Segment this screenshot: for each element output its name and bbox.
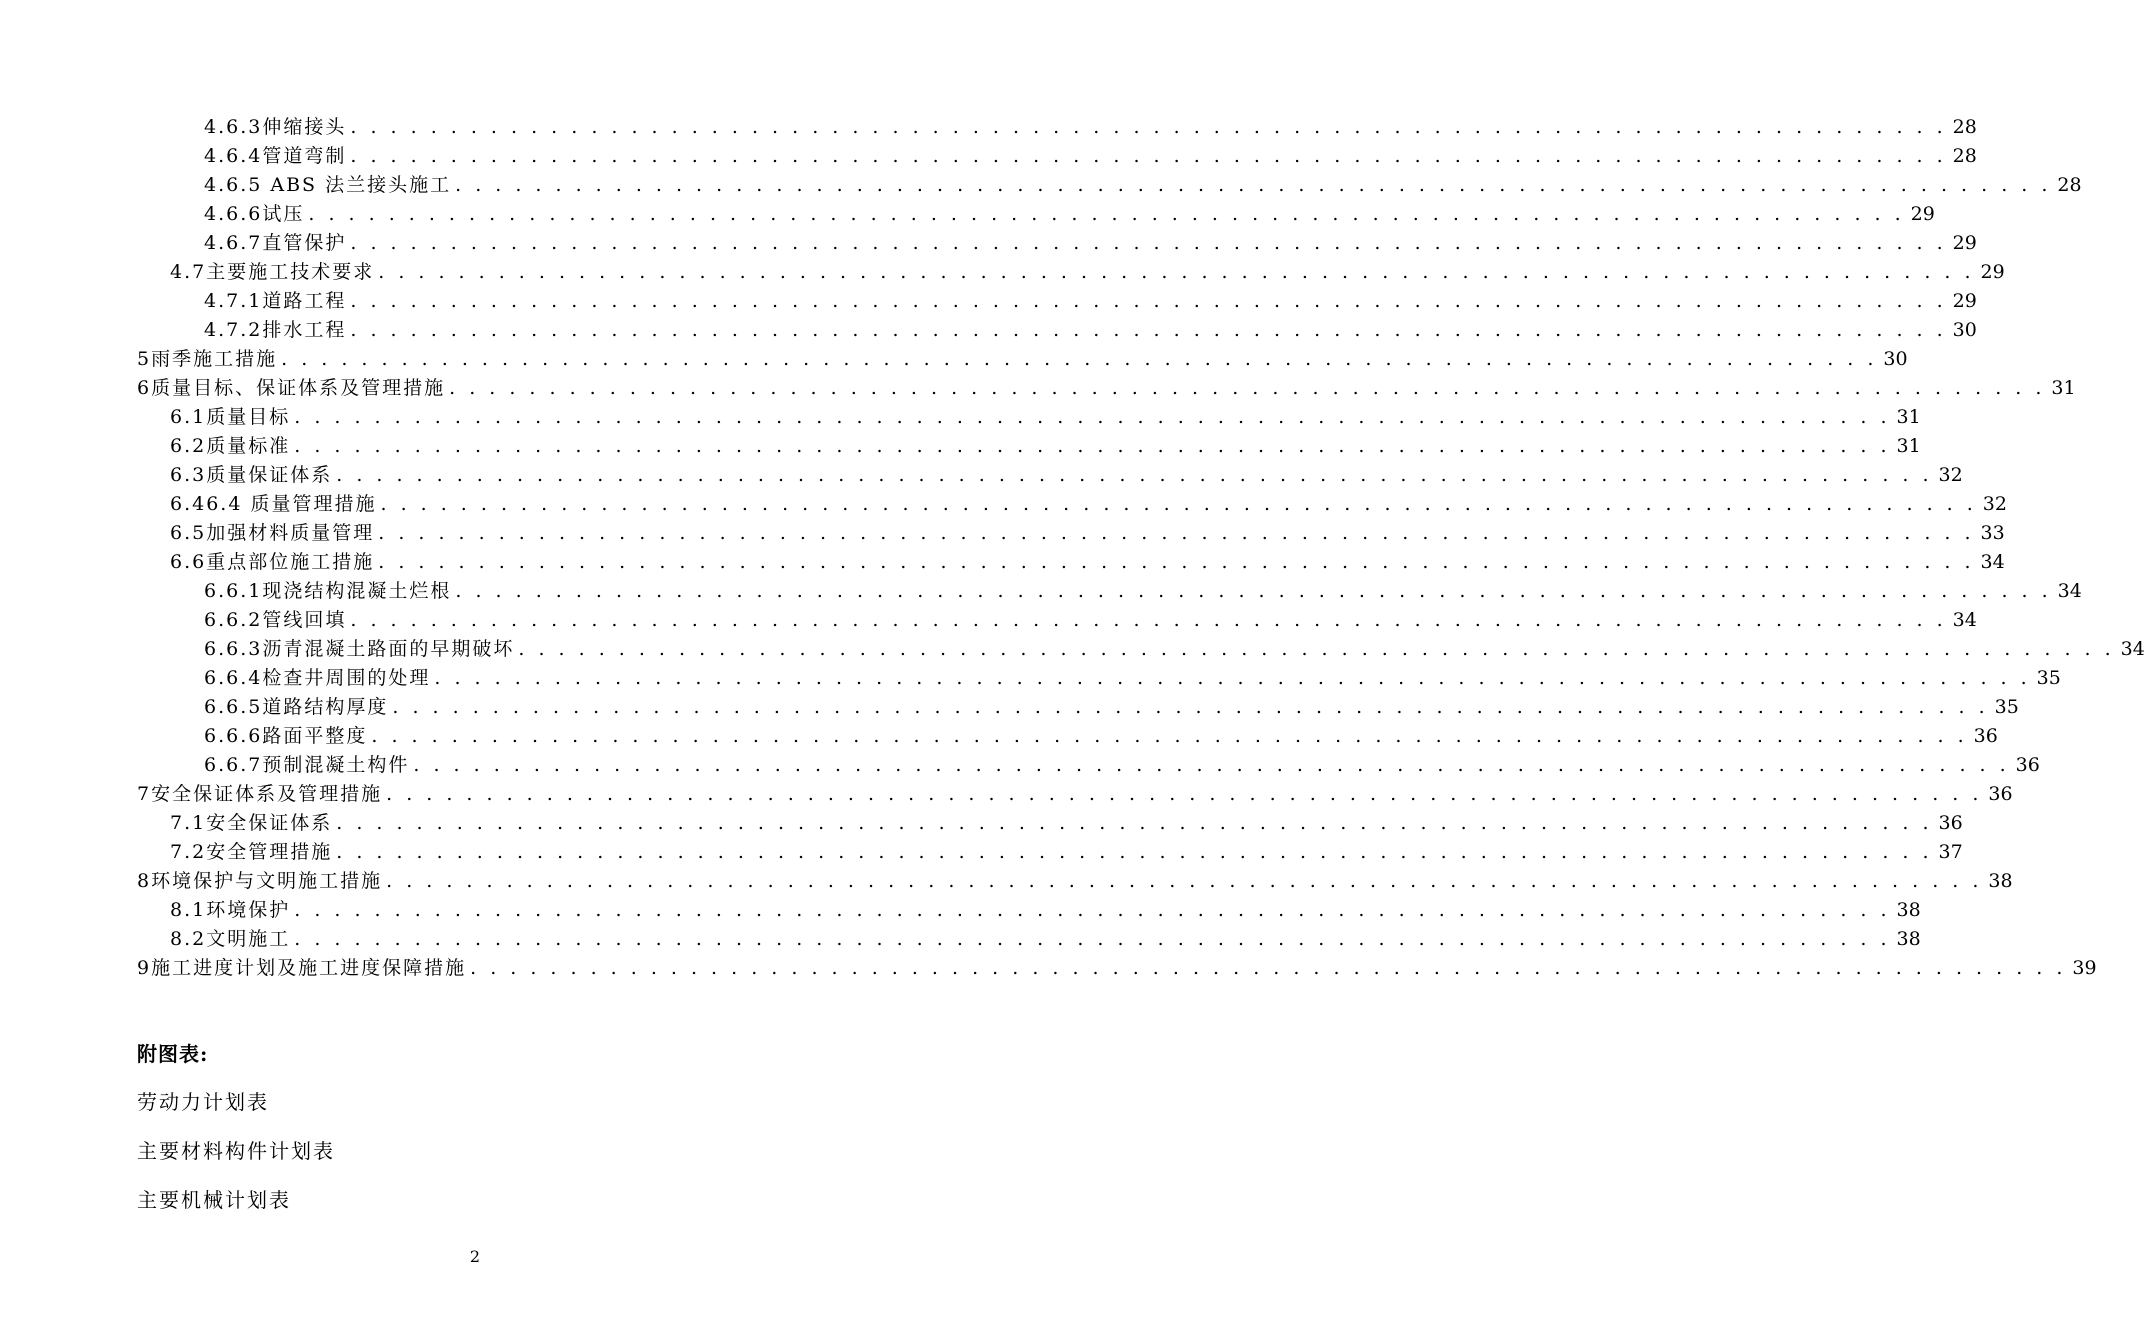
toc-leader-dots: . . . . . . . . . . . . . . . . . . . . . . . . . . . . . . . . . . . . . . . . . . . . . . . . . . . . . . . . . . . . . . . . . . . . . . . . . . . . . . . .: [294, 435, 1891, 457]
toc-entry[interactable]: [0, 896, 1921, 925]
toc-entry-title: 质量保证体系: [206, 464, 333, 486]
toc-entry-number: 4.7.2: [204, 319, 263, 341]
appendix-item-materials-plan: 主要材料构件计划表: [137, 1139, 335, 1163]
toc-entry[interactable]: [0, 606, 1977, 635]
toc-entry-page: 28: [1952, 116, 1977, 138]
toc-entry-title: 质量标准: [206, 435, 291, 457]
toc-entry-title: 沥青混凝土路面的早期破坏: [262, 638, 515, 660]
toc-leader-dots: . . . . . . . . . . . . . . . . . . . . . . . . . . . . . . . . . . . . . . . . . . . . . . . . . . . . . . . . . . . . . . . . . . . . . . . . . . . . . . . .: [386, 783, 1983, 805]
toc-leader-dots: . . . . . . . . . . . . . . . . . . . . . . . . . . . . . . . . . . . . . . . . . . . . . . . . . . . . . . . . . . . . . . . . . . . . . . . . . . . . . . . .: [294, 406, 1891, 428]
toc-leader-dots: . . . . . . . . . . . . . . . . . . . . . . . . . . . . . . . . . . . . . . . . . . . . . . . . . . . . . . . . . . . . . . . . . . . . . . . . . . . . . . . .: [434, 667, 2031, 689]
toc-leader-dots: . . . . . . . . . . . . . . . . . . . . . . . . . . . . . . . . . . . . . . . . . . . . . . . . . . . . . . . . . . . . . . . . . . . . . . . . . . . . . . . .: [518, 638, 2115, 660]
toc-entry-number: 6.6.6: [204, 725, 263, 747]
toc-entry[interactable]: [0, 316, 1977, 345]
toc-entry-number: 4.6.6: [204, 203, 263, 225]
toc-leader-dots: . . . . . . . . . . . . . . . . . . . . . . . . . . . . . . . . . . . . . . . . . . . . . . . . . . . . . . . . . . . . . . . . . . . . . . . . . . . . . . . .: [281, 348, 1878, 370]
toc-entry-page: 36: [1938, 812, 1963, 834]
toc-entry-number: 8.2: [170, 928, 207, 950]
toc-entry-title: 雨季施工措施: [151, 348, 278, 370]
toc-leader-dots: . . . . . . . . . . . . . . . . . . . . . . . . . . . . . . . . . . . . . . . . . . . . . . . . . . . . . . . . . . . . . . . . . . . . . . . . . . . . . . . .: [350, 319, 1947, 341]
toc-entry-number: 9: [137, 957, 152, 979]
toc-entry-page: 37: [1938, 841, 1963, 863]
toc-entry-number: 6.4: [170, 493, 207, 515]
toc-entry[interactable]: [0, 925, 1921, 954]
toc-entry-title: 检查井周围的处理: [262, 667, 431, 689]
toc-leader-dots: . . . . . . . . . . . . . . . . . . . . . . . . . . . . . . . . . . . . . . . . . . . . . . . . . . . . . . . . . . . . . . . . . . . . . . . . . . . . . . . .: [371, 725, 1968, 747]
toc-entry[interactable]: [0, 577, 2082, 606]
toc-entry[interactable]: [0, 258, 2005, 287]
toc-entry[interactable]: [0, 171, 2082, 200]
toc-entry-page: 34: [1980, 551, 2005, 573]
toc-entry-title: 加强材料质量管理: [206, 522, 375, 544]
toc-leader-dots: . . . . . . . . . . . . . . . . . . . . . . . . . . . . . . . . . . . . . . . . . . . . . . . . . . . . . . . . . . . . . . . . . . . . . . . . . . . . . . . .: [350, 232, 1947, 254]
toc-entry-number: 4.6.4: [204, 145, 263, 167]
toc-entry-page: 28: [1952, 145, 1977, 167]
toc-entry-page: 34: [1952, 609, 1977, 631]
toc-entry-title: 管线回填: [262, 609, 347, 631]
toc-entry-title: 试压: [262, 203, 305, 225]
toc-leader-dots: . . . . . . . . . . . . . . . . . . . . . . . . . . . . . . . . . . . . . . . . . . . . . . . . . . . . . . . . . . . . . . . . . . . . . . . . . . . . . . . .: [294, 928, 1891, 950]
toc-leader-dots: . . . . . . . . . . . . . . . . . . . . . . . . . . . . . . . . . . . . . . . . . . . . . . . . . . . . . . . . . . . . . . . . . . . . . . . . . . . . . . . .: [336, 841, 1933, 863]
toc-entry-number: 6.3: [170, 464, 207, 486]
toc-entry-number: 6.2: [170, 435, 207, 457]
toc-entry-page: 32: [1982, 493, 2007, 515]
toc-entry-number: 6: [137, 377, 152, 399]
toc-entry-page: 34: [2057, 580, 2082, 602]
toc-entry-page: 35: [1994, 696, 2019, 718]
toc-entry-title: 现浇结构混凝土烂根: [262, 580, 452, 602]
toc-entry-page: 32: [1938, 464, 1963, 486]
toc-entry-number: 6.6: [170, 551, 207, 573]
toc-entry-title: 预制混凝土构件: [262, 754, 410, 776]
toc-entry[interactable]: [0, 635, 2145, 664]
toc-entry-number: 4.6.3: [204, 116, 263, 138]
toc-entry-page: 28: [2057, 174, 2082, 196]
toc-entry-page: 35: [2036, 667, 2061, 689]
toc-entry[interactable]: [0, 200, 1935, 229]
toc-entry-page: 38: [1988, 870, 2013, 892]
toc-entry-number: 7: [137, 783, 152, 805]
toc-entry[interactable]: [0, 954, 2097, 983]
toc-leader-dots: . . . . . . . . . . . . . . . . . . . . . . . . . . . . . . . . . . . . . . . . . . . . . . . . . . . . . . . . . . . . . . . . . . . . . . . . . . . . . . . .: [455, 174, 2052, 196]
toc-entry[interactable]: [0, 519, 2005, 548]
toc-entry-number: 4.7.1: [204, 290, 263, 312]
appendix-item-labor-plan: 劳动力计划表: [137, 1090, 269, 1114]
toc-entry-number: 6.5: [170, 522, 207, 544]
toc-leader-dots: . . . . . . . . . . . . . . . . . . . . . . . . . . . . . . . . . . . . . . . . . . . . . . . . . . . . . . . . . . . . . . . . . . . . . . . . . . . . . . . .: [455, 580, 2052, 602]
toc-entry-page: 38: [1896, 899, 1921, 921]
toc-entry-number: 4.6.5: [204, 174, 263, 196]
toc-entry[interactable]: [0, 345, 1908, 374]
toc-entry-page: 29: [1910, 203, 1935, 225]
table-of-contents: [0, 113, 2145, 983]
toc-entry[interactable]: [0, 780, 2013, 809]
toc-entry-page: 34: [2120, 638, 2145, 660]
toc-entry-title: 直管保护: [262, 232, 347, 254]
toc-leader-dots: . . . . . . . . . . . . . . . . . . . . . . . . . . . . . . . . . . . . . . . . . . . . . . . . . . . . . . . . . . . . . . . . . . . . . . . . . . . . . . . .: [350, 116, 1947, 138]
toc-leader-dots: . . . . . . . . . . . . . . . . . . . . . . . . . . . . . . . . . . . . . . . . . . . . . . . . . . . . . . . . . . . . . . . . . . . . . . . . . . . . . . . .: [380, 493, 1977, 515]
toc-entry-title: 质量目标、保证体系及管理措施: [151, 377, 446, 399]
toc-entry[interactable]: [0, 664, 2061, 693]
toc-entry-title: 安全保证体系及管理措施: [151, 783, 383, 805]
toc-leader-dots: . . . . . . . . . . . . . . . . . . . . . . . . . . . . . . . . . . . . . . . . . . . . . . . . . . . . . . . . . . . . . . . . . . . . . . . . . . . . . . . .: [308, 203, 1905, 225]
toc-entry-page: 36: [1973, 725, 1998, 747]
toc-entry-page: 31: [2051, 377, 2076, 399]
toc-entry-title: ABS 法兰接头施工: [270, 174, 452, 196]
toc-leader-dots: . . . . . . . . . . . . . . . . . . . . . . . . . . . . . . . . . . . . . . . . . . . . . . . . . . . . . . . . . . . . . . . . . . . . . . . . . . . . . . . .: [350, 609, 1947, 631]
toc-entry-number: 4.7: [170, 261, 207, 283]
toc-leader-dots: . . . . . . . . . . . . . . . . . . . . . . . . . . . . . . . . . . . . . . . . . . . . . . . . . . . . . . . . . . . . . . . . . . . . . . . . . . . . . . . .: [392, 696, 1989, 718]
toc-entry[interactable]: [0, 374, 2076, 403]
toc-entry-number: 4.6.7: [204, 232, 263, 254]
toc-entry-number: 8.1: [170, 899, 207, 921]
toc-entry-page: 36: [2015, 754, 2040, 776]
toc-entry-title: 质量目标: [206, 406, 291, 428]
toc-entry-page: 30: [1952, 319, 1977, 341]
toc-entry-title: 安全管理措施: [206, 841, 333, 863]
toc-entry-title: 道路工程: [262, 290, 347, 312]
toc-entry-number: 6.1: [170, 406, 207, 428]
toc-entry-number: 6.6.5: [204, 696, 263, 718]
toc-entry[interactable]: [0, 432, 1921, 461]
toc-entry-number: 6.6.7: [204, 754, 263, 776]
toc-entry-title: 管道弯制: [262, 145, 347, 167]
toc-entry-page: 38: [1896, 928, 1921, 950]
toc-leader-dots: . . . . . . . . . . . . . . . . . . . . . . . . . . . . . . . . . . . . . . . . . . . . . . . . . . . . . . . . . . . . . . . . . . . . . . . . . . . . . . . .: [378, 261, 1975, 283]
toc-entry-page: 30: [1883, 348, 1908, 370]
toc-entry-page: 33: [1980, 522, 2005, 544]
toc-leader-dots: . . . . . . . . . . . . . . . . . . . . . . . . . . . . . . . . . . . . . . . . . . . . . . . . . . . . . . . . . . . . . . . . . . . . . . . . . . . . . . . .: [350, 290, 1947, 312]
toc-entry[interactable]: [0, 403, 1921, 432]
toc-leader-dots: . . . . . . . . . . . . . . . . . . . . . . . . . . . . . . . . . . . . . . . . . . . . . . . . . . . . . . . . . . . . . . . . . . . . . . . . . . . . . . . .: [378, 551, 1975, 573]
toc-entry-page: 31: [1896, 406, 1921, 428]
toc-entry[interactable]: [0, 229, 1977, 258]
appendix-item-machinery-plan: 主要机械计划表: [137, 1188, 291, 1212]
toc-leader-dots: . . . . . . . . . . . . . . . . . . . . . . . . . . . . . . . . . . . . . . . . . . . . . . . . . . . . . . . . . . . . . . . . . . . . . . . . . . . . . . . .: [378, 522, 1975, 544]
toc-entry-title: 6.4 质量管理措施: [206, 493, 377, 515]
toc-entry[interactable]: [0, 113, 1977, 142]
toc-entry-number: 7.1: [170, 812, 207, 834]
toc-entry[interactable]: [0, 548, 2005, 577]
toc-entry[interactable]: [0, 693, 2019, 722]
toc-entry-number: 8: [137, 870, 152, 892]
toc-entry-number: 6.6.1: [204, 580, 263, 602]
toc-leader-dots: . . . . . . . . . . . . . . . . . . . . . . . . . . . . . . . . . . . . . . . . . . . . . . . . . . . . . . . . . . . . . . . . . . . . . . . . . . . . . . . .: [336, 812, 1933, 834]
toc-entry[interactable]: [0, 142, 1977, 171]
toc-entry-title: 伸缩接头: [262, 116, 347, 138]
toc-entry-number: 7.2: [170, 841, 207, 863]
toc-entry-title: 主要施工技术要求: [206, 261, 375, 283]
toc-entry[interactable]: [0, 287, 1977, 316]
toc-leader-dots: . . . . . . . . . . . . . . . . . . . . . . . . . . . . . . . . . . . . . . . . . . . . . . . . . . . . . . . . . . . . . . . . . . . . . . . . . . . . . . . .: [336, 464, 1933, 486]
toc-entry-title: 路面平整度: [262, 725, 368, 747]
toc-entry-page: 39: [2072, 957, 2097, 979]
toc-entry-title: 道路结构厚度: [262, 696, 389, 718]
toc-leader-dots: . . . . . . . . . . . . . . . . . . . . . . . . . . . . . . . . . . . . . . . . . . . . . . . . . . . . . . . . . . . . . . . . . . . . . . . . . . . . . . . .: [350, 145, 1947, 167]
toc-entry-page: 31: [1896, 435, 1921, 457]
toc-entry-number: 6.6.2: [204, 609, 263, 631]
toc-entry[interactable]: [0, 751, 2040, 780]
toc-entry-number: 6.6.3: [204, 638, 263, 660]
toc-leader-dots: . . . . . . . . . . . . . . . . . . . . . . . . . . . . . . . . . . . . . . . . . . . . . . . . . . . . . . . . . . . . . . . . . . . . . . . . . . . . . . . .: [413, 754, 2010, 776]
toc-entry-page: 29: [1952, 232, 1977, 254]
toc-entry-title: 重点部位施工措施: [206, 551, 375, 573]
toc-entry-number: 6.6.4: [204, 667, 263, 689]
toc-entry-title: 环境保护与文明施工措施: [151, 870, 383, 892]
toc-leader-dots: . . . . . . . . . . . . . . . . . . . . . . . . . . . . . . . . . . . . . . . . . . . . . . . . . . . . . . . . . . . . . . . . . . . . . . . . . . . . . . . .: [470, 957, 2067, 979]
toc-entry-title: 安全保证体系: [206, 812, 333, 834]
toc-entry[interactable]: [0, 809, 1963, 838]
toc-leader-dots: . . . . . . . . . . . . . . . . . . . . . . . . . . . . . . . . . . . . . . . . . . . . . . . . . . . . . . . . . . . . . . . . . . . . . . . . . . . . . . . .: [294, 899, 1891, 921]
appendix-heading: 附图表:: [137, 1042, 209, 1066]
toc-entry-title: 文明施工: [206, 928, 291, 950]
toc-leader-dots: . . . . . . . . . . . . . . . . . . . . . . . . . . . . . . . . . . . . . . . . . . . . . . . . . . . . . . . . . . . . . . . . . . . . . . . . . . . . . . . .: [449, 377, 2046, 399]
toc-entry-page: 29: [1980, 261, 2005, 283]
toc-entry[interactable]: [0, 867, 2013, 896]
toc-entry-title: 施工进度计划及施工进度保障措施: [151, 957, 467, 979]
toc-leader-dots: . . . . . . . . . . . . . . . . . . . . . . . . . . . . . . . . . . . . . . . . . . . . . . . . . . . . . . . . . . . . . . . . . . . . . . . . . . . . . . . .: [386, 870, 1983, 892]
toc-entry-page: 36: [1988, 783, 2013, 805]
toc-entry-page: 29: [1952, 290, 1977, 312]
toc-entry-title: 排水工程: [262, 319, 347, 341]
toc-entry[interactable]: [0, 722, 1998, 751]
toc-entry-number: 5: [137, 348, 152, 370]
toc-entry[interactable]: [0, 838, 1963, 867]
toc-entry[interactable]: [0, 490, 2007, 519]
toc-entry-title: 环境保护: [206, 899, 291, 921]
toc-entry[interactable]: [0, 461, 1963, 490]
page-number: 2: [469, 1247, 481, 1266]
